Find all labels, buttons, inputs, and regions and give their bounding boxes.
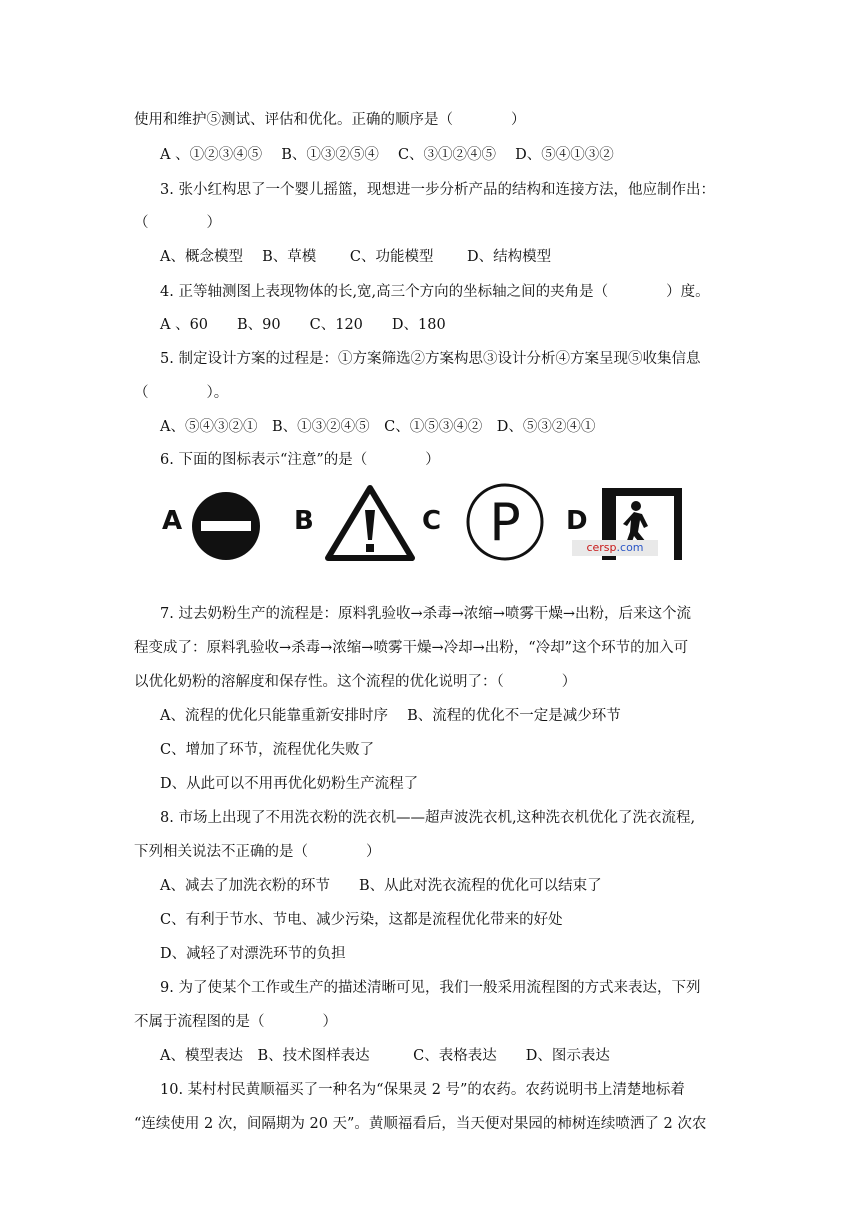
text-line: （ ）。	[134, 385, 229, 401]
text-line: A、流程的优化只能靠重新安排时序 B、流程的优化不一定是减少环节	[160, 708, 621, 724]
text-line: 7. 过去奶粉生产的流程是：原料乳验收→杀毒→浓缩→喷雾干燥→出粉，后来这个流	[160, 606, 692, 622]
text-line: 程变成了：原料乳验收→杀毒→浓缩→喷雾干燥→冷却→出粉，“冷却”这个环节的加入可	[134, 640, 689, 656]
option-label: A	[162, 506, 183, 536]
watermark: cersp.com	[572, 540, 658, 556]
text-line: 4. 正等轴测图上表现物体的长,宽,高三个方向的坐标轴之间的夹角是（ ）度。	[160, 284, 710, 300]
text-line: D、从此可以不用再优化奶粉生产流程了	[160, 776, 419, 792]
option-label: B	[294, 506, 314, 536]
text-line: 使用和维护⑤测试、评估和优化。正确的顺序是（ ）	[134, 112, 526, 128]
text-line: “连续使用 2 次，间隔期为 20 天”。黄顺福看后，当天便对果园的柿树连续喷洒了 2 次农	[134, 1116, 707, 1132]
text-line: A、概念模型 B、草模 C、功能模型 D、结构模型	[160, 249, 552, 265]
parking-icon	[464, 482, 546, 562]
text-line: 下列相关说法不正确的是（ ）	[134, 844, 381, 860]
text-line: A、模型表达 B、技术图样表达 C、表格表达 D、图示表达	[160, 1048, 610, 1064]
text-line: 不属于流程图的是（ ）	[134, 1014, 337, 1030]
text-line: C、增加了环节，流程优化失败了	[160, 742, 375, 758]
svg-text:P: P	[489, 493, 521, 553]
text-line: 6. 下面的图标表示“注意”的是（ ）	[160, 452, 440, 468]
text-line: D、减轻了对漂洗环节的负担	[160, 946, 346, 962]
text-line: C、有利于节水、节电、减少污染，这都是流程优化带来的好处	[160, 912, 563, 928]
text-line: 5. 制定设计方案的过程是：①方案筛选②方案构思③设计分析④方案呈现⑤收集信息	[160, 351, 701, 367]
text-line: A 、①②③④⑤ B、①③②⑤④ C、③①②④⑤ D、⑤④①③②	[160, 147, 614, 163]
text-line: 10. 某村村民黄顺福买了一种名为“保果灵 2 号”的农药。农药说明书上清楚地标着	[160, 1082, 685, 1098]
text-line: A 、60 B、90 C、120 D、180	[160, 317, 446, 333]
text-line: 3. 张小红构思了一个婴儿摇篮，现想进一步分析产品的结构和连接方法，他应制作出：	[160, 182, 715, 198]
text-line: A、减去了加洗衣粉的环节 B、从此对洗衣流程的优化可以结束了	[160, 878, 602, 894]
text-line: 9. 为了使某个工作或生产的描述清晰可见，我们一般采用流程图的方式来表达，下列	[160, 980, 701, 996]
text-line: A、⑤④③②① B、①③②④⑤ C、①⑤③④② D、⑤③②④①	[160, 419, 596, 435]
warning-triangle-icon	[324, 484, 416, 562]
text-line: 以优化奶粉的溶解度和保存性。这个流程的优化说明了：（ ）	[134, 674, 577, 690]
text-line: （ ）	[134, 215, 221, 231]
no-entry-icon	[190, 490, 262, 562]
text-line: 8. 市场上出现了不用洗衣粉的洗衣机——超声波洗衣机,这种洗衣机优化了洗衣流程,	[160, 810, 696, 826]
option-label: C	[422, 506, 442, 536]
option-label: D	[566, 506, 588, 536]
